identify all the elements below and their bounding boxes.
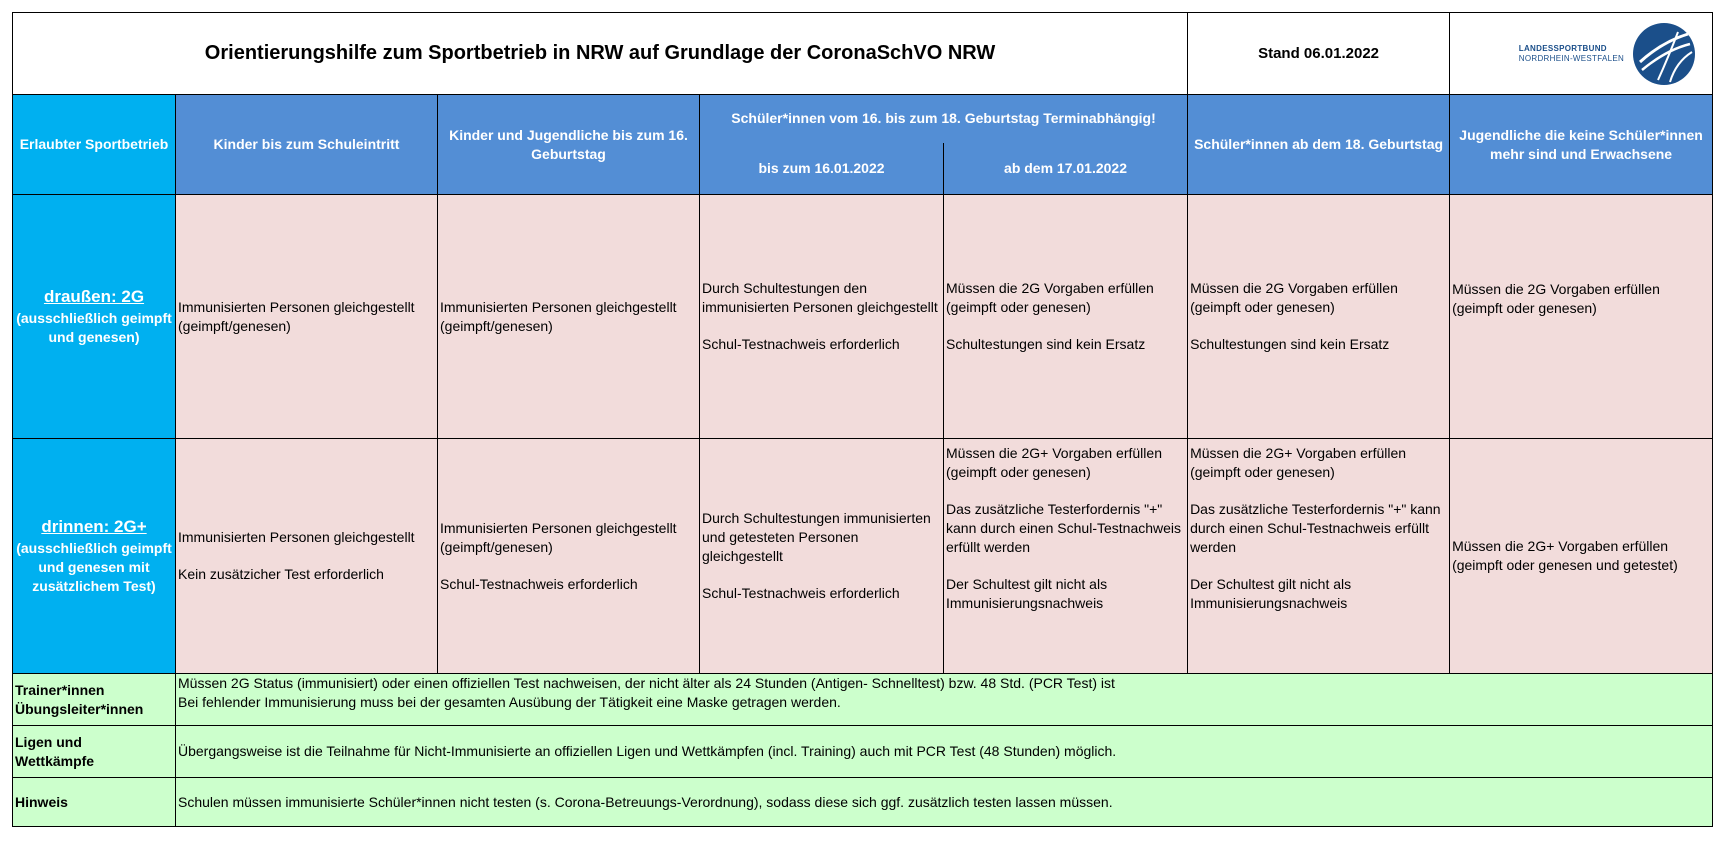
draussen-ab-18-a: Müssen die 2G Vorgaben erfüllen (geimpft oder genesen) — [1190, 280, 1398, 315]
stand-date: Stand 06.01.2022 — [1188, 13, 1450, 95]
drinnen-bis-16 — [700, 439, 944, 674]
drinnen-ab-17-a: Müssen die 2G+ Vorgaben erfüllen (geimpft oder genesen) — [946, 445, 1162, 480]
draussen-kinder-jugend: Immunisierten Personen gleichgestellt (geimpft/genesen) — [438, 195, 700, 439]
label-draussen — [13, 195, 176, 439]
col-kinder: Kinder bis zum Schuleintritt — [176, 95, 438, 195]
label-drinnen — [13, 439, 176, 674]
ligen-text: Übergangsweise ist die Teilnahme für Nicht-Immunisierte an offiziellen Ligen und Wettkämpfen (incl. Training) auch mit PCR Test (48 Stunden) möglich. — [176, 726, 1713, 778]
drinnen-sub: (ausschließlich geimpft und genesen mit zusätzlichem Test) — [16, 539, 172, 594]
draussen-bis-16 — [700, 195, 944, 439]
drinnen-kinder-jugend — [438, 439, 700, 674]
draussen-sub: (ausschließlich geimpft und genesen) — [16, 309, 172, 345]
drinnen-jugendliche: Müssen die 2G+ Vorgaben erfüllen (geimpft oder genesen und getestet) — [1450, 439, 1713, 674]
drinnen-ab-17-b: Das zusätzliche Testerfordernis "+" kann durch einen Schul-Testnachweis erfüllt werden — [946, 501, 1182, 555]
draussen-jugendliche-text: Müssen die 2G Vorgaben erfüllen (geimpft oder genesen) — [1452, 280, 1660, 316]
drinnen-kinder-jugend-b: Schul-Testnachweis erforderlich — [440, 575, 638, 592]
col-schueler-16-18: Schüler*innen vom 16. bis zum 18. Geburtstag Terminabhängig! — [700, 95, 1188, 143]
row-trainer — [13, 674, 1713, 726]
ligen-label1: Ligen und — [15, 733, 82, 750]
trainer-label1: Trainer*innen — [15, 681, 105, 698]
drinnen-bis-16-b: Schul-Testnachweis erforderlich — [702, 585, 900, 601]
page-title: Orientierungshilfe zum Sportbetrieb in NRW auf Grundlage der CoronaSchVO NRW — [13, 13, 1188, 95]
col-schueler-ab-18: Schüler*innen ab dem 18. Geburtstag — [1188, 95, 1450, 195]
row-draussen — [13, 195, 1713, 439]
draussen-ab-17-b: Schultestungen sind kein Ersatz — [946, 336, 1146, 352]
drinnen-ab-17-c: Der Schultest gilt nicht als Immunisierungsnachweis — [946, 576, 1108, 611]
trainer-line2: Bei fehlender Immunisierung muss bei der gesamten Ausübung der Tätigkeit eine Maske getragen werden. — [178, 694, 841, 710]
draussen-ab-17-a: Müssen die 2G Vorgaben erfüllen (geimpft oder genesen) — [946, 280, 1154, 315]
draussen-kinder: Immunisierten Personen gleichgestellt (geimpft/genesen) — [176, 195, 438, 439]
trainer-line1: Müssen 2G Status (immunisiert) oder einen offiziellen Test nachweisen, der nicht älter als 24 Stunden (Antigen- Schnelltest) bzw. 48 Std. (PCR Test) ist — [178, 675, 1115, 691]
draussen-title: draußen: 2G — [43, 286, 145, 306]
drinnen-title: drinnen: 2G+ — [41, 516, 147, 536]
col-jugendliche: Jugendliche die keine Schüler*innen mehr sind und Erwachsene — [1450, 95, 1713, 195]
hinweis-text: Schulen müssen immunisierte Schüler*innen nicht testen (s. Corona-Betreuungs-Verordnung), sodass diese sich ggf. zusätzlich testen lassen müssen. — [176, 778, 1713, 827]
drinnen-kinder-jugend-a: Immunisierten Personen gleichgestellt (geimpft/genesen) — [440, 519, 677, 555]
draussen-jugendliche — [1450, 195, 1713, 439]
drinnen-ab-18 — [1188, 439, 1450, 674]
drinnen-kinder-a: Immunisierten Personen gleichgestellt — [178, 529, 415, 545]
guidance-table — [12, 12, 1713, 827]
col-bis-16: bis zum 16.01.2022 — [700, 143, 944, 195]
label-ligen — [13, 726, 176, 778]
logo-line2: NORDRHEIN-WESTFALEN — [1518, 53, 1625, 63]
drinnen-ab-18-b: Das zusätzliche Testerfordernis "+" kann durch einen Schul-Testnachweis erfüllt werden — [1190, 501, 1441, 555]
drinnen-ab-17 — [944, 439, 1188, 674]
draussen-bis-16-a: Durch Schultestungen den immunisierten Personen gleichgestellt — [702, 280, 938, 315]
trainer-label2: Übungsleiter*innen — [15, 700, 144, 717]
lsb-logo-icon — [1632, 22, 1696, 86]
logo-cell — [1450, 13, 1713, 95]
guidance-sheet — [12, 12, 1712, 827]
ligen-label2: Wettkämpfe — [15, 752, 95, 769]
row-ligen — [13, 726, 1713, 778]
col-kinder-jugend: Kinder und Jugendliche bis zum 16. Geburtstag — [438, 95, 700, 195]
column-header-row — [13, 95, 1713, 143]
label-trainer — [13, 674, 176, 726]
col-erlaubter-sportbetrieb — [13, 95, 176, 195]
drinnen-ab-18-a: Müssen die 2G+ Vorgaben erfüllen (geimpft oder genesen) — [1190, 445, 1407, 480]
drinnen-bis-16-a: Durch Schultestungen immunisierten und getesteten Personen gleichgestellt — [702, 510, 931, 564]
logo-line1: LANDESSPORTBUND — [1518, 43, 1607, 53]
erlaubter-label: Erlaubter Sportbetrieb — [19, 136, 169, 152]
row-hinweis — [13, 778, 1713, 827]
row-drinnen — [13, 439, 1713, 674]
draussen-ab-18 — [1188, 195, 1450, 439]
drinnen-ab-18-c: Der Schultest gilt nicht als Immunisierungsnachweis — [1190, 576, 1352, 611]
drinnen-kinder-b: Kein zusätzicher Test erforderlich — [178, 566, 384, 582]
trainer-text — [176, 674, 1713, 726]
col-ab-17: ab dem 17.01.2022 — [944, 143, 1188, 195]
draussen-ab-17 — [944, 195, 1188, 439]
drinnen-kinder — [176, 439, 438, 674]
draussen-ab-18-b: Schultestungen sind kein Ersatz — [1190, 336, 1390, 352]
title-row — [13, 13, 1713, 95]
draussen-bis-16-b: Schul-Testnachweis erforderlich — [702, 336, 900, 352]
label-hinweis: Hinweis — [13, 778, 176, 827]
logo-text — [1519, 44, 1624, 64]
